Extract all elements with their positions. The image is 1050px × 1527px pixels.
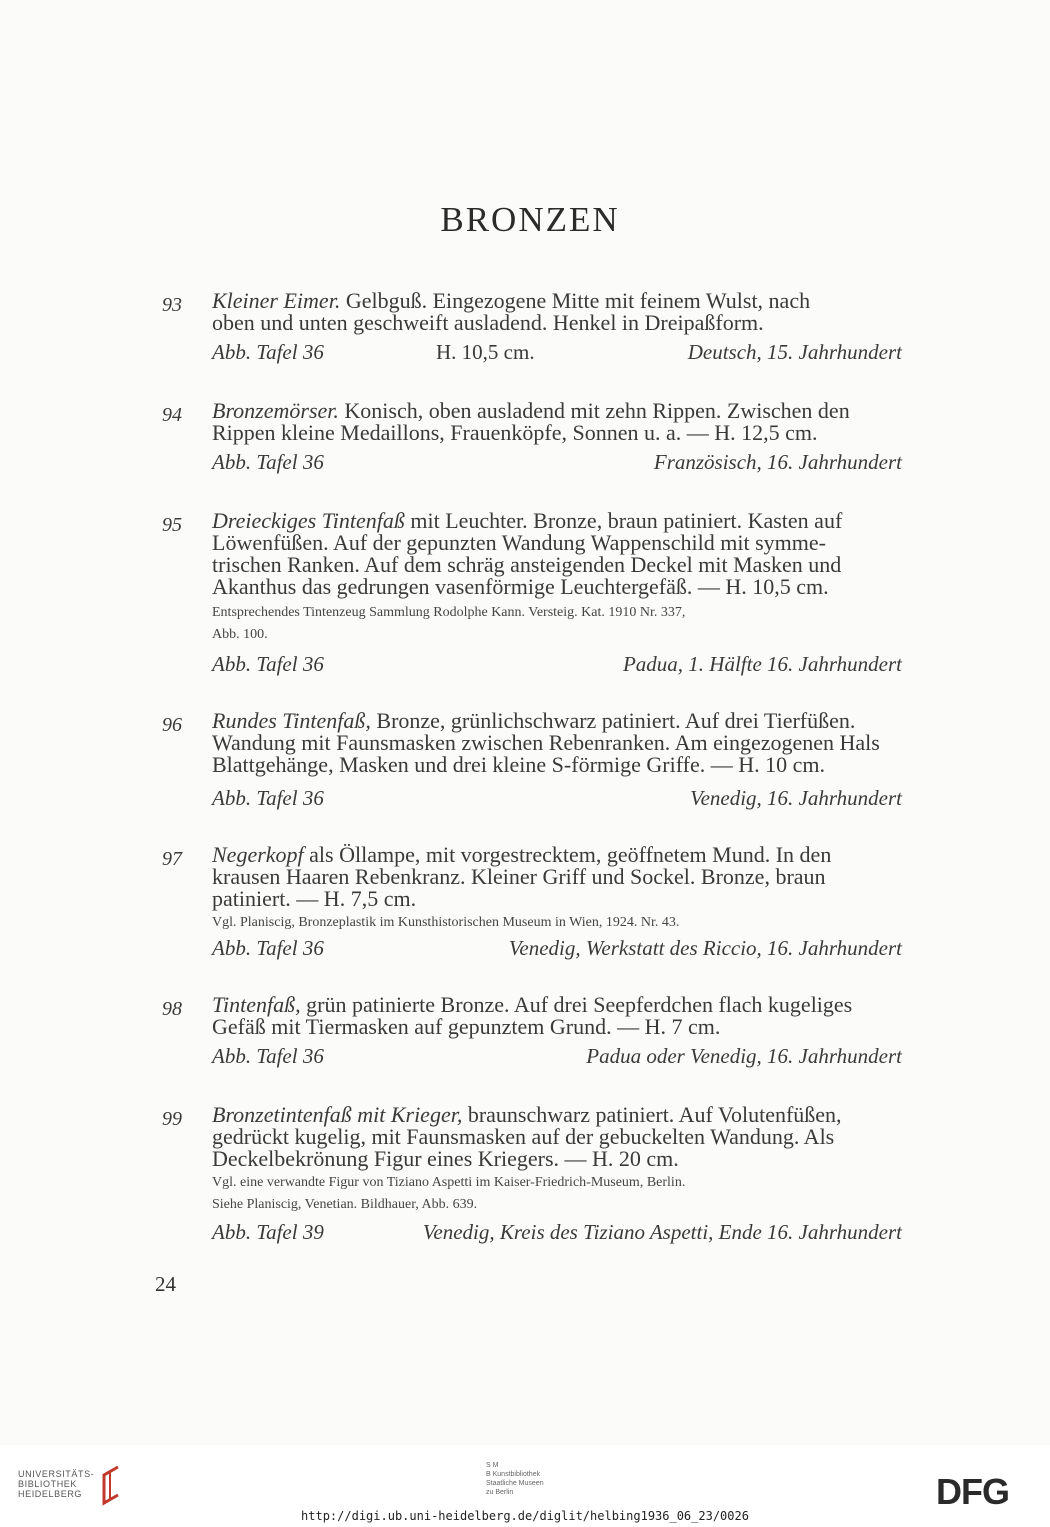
- entry-origin: Padua, 1. Hälfte 16. Jahrhundert: [622, 652, 902, 676]
- source-url[interactable]: http://digi.ub.uni-heidelberg.de/diglit/helbing1936_06_23/0026: [301, 1509, 749, 1523]
- entry-number: 94: [162, 404, 182, 426]
- library-name: UNIVERSITÄTS- BIBLIOTHEK HEIDELBERG: [18, 1469, 95, 1499]
- page-number: 24: [155, 1272, 176, 1296]
- museum-credit: S M B Kunstbibliothek Staatliche Museen zu Berlin: [486, 1462, 544, 1496]
- entry-name: Negerkopf: [212, 842, 304, 867]
- entry-footer: [212, 450, 902, 476]
- entry-origin: Venedig, Kreis des Tiziano Aspetti, Ende 16. Jahrhundert: [422, 1220, 902, 1244]
- entry-text: Tintenfaß, grün patinierte Bronze. Auf drei Seepferdchen flach kugeliges Gefäß mit Tiermasken auf gepunztem Grund. — H. 7 cm.: [212, 992, 853, 1039]
- entry-footer: [212, 1044, 902, 1070]
- entry-footer: [212, 340, 902, 366]
- entry-name: Bronzemörser.: [212, 398, 339, 423]
- entry-origin: Padua oder Venedig, 16. Jahrhundert: [586, 1044, 902, 1068]
- entry-note: Vgl. Planiscig, Bronzeplastik im Kunsthistorischen Museum in Wien, 1924. Nr. 43.: [212, 915, 680, 930]
- plate-reference: Abb. Tafel 36: [212, 786, 324, 810]
- plate-reference: Abb. Tafel 36: [212, 340, 324, 364]
- entry-name: Bronzetintenfaß mit Krieger,: [212, 1102, 463, 1127]
- library-logo-icon: [96, 1465, 126, 1507]
- entry-note: Vgl. eine verwandte Figur von Tiziano Aspetti im Kaiser-Friedrich-Museum, Berlin. Siehe Planiscig, Venetian. Bildhauer, Abb. 639.: [212, 1175, 686, 1212]
- entry-text: Rundes Tintenfaß, Bronze, grünlichschwarz patiniert. Auf drei Tierfüßen. Wandung mit Faunsmasken zwischen Rebenranken. Am eingezogenen Hals Blattgehänge, Masken und drei kleine S-förmige Griffe. — H. 10 cm.: [212, 708, 880, 777]
- entry-footer: [212, 1220, 902, 1246]
- page-title: BRONZEN: [440, 200, 620, 239]
- plate-reference: Abb. Tafel 36: [212, 652, 324, 676]
- entry-text: Bronzetintenfaß mit Krieger, braunschwarz patiniert. Auf Volutenfüßen, gedrückt kugelig, mit Faunsmasken auf der gebuckelten Wandung. Als Deckelbekrönung Figur eines Kriegers. — H. 20 cm.: [212, 1102, 842, 1171]
- entry-origin: Französisch, 16. Jahrhundert: [653, 450, 902, 474]
- entry-origin: Venedig, 16. Jahrhundert: [690, 786, 902, 810]
- entry-origin: Venedig, Werkstatt des Riccio, 16. Jahrhundert: [508, 936, 902, 960]
- entry-number: 97: [162, 848, 182, 870]
- entry-text: Kleiner Eimer. Gelbguß. Eingezogene Mitte mit feinem Wulst, nach oben und unten geschweift ausladend. Henkel in Dreipaßform.: [212, 288, 811, 335]
- entry-footer: [212, 786, 902, 812]
- entry-name: Dreieckiges Tintenfaß: [212, 508, 405, 533]
- entry-text: Negerkopf als Öllampe, mit vorgestrecktem, geöffnetem Mund. In den krausen Haaren Rebenkranz. Kleiner Griff und Sockel. Bronze, braun patiniert. — H. 7,5 cm.: [212, 842, 832, 911]
- dfg-logo: DFG: [936, 1471, 1009, 1512]
- entry-height: H. 10,5 cm.: [436, 340, 535, 364]
- entry-text: Dreieckiges Tintenfaß mit Leuchter. Bronze, braun patiniert. Kasten auf Löwenfüßen. Auf der gepunzten Wandung Wappenschild mit symme- trischen Ranken. Auf dem schräg ansteigenden Deckel mit Masken und Akanthus das gedrungen vasenförmige Leuchtergefäß. — H. 10,5 cm.: [212, 508, 843, 599]
- entry-origin: Deutsch, 15. Jahrhundert: [687, 340, 902, 364]
- entry-number: 96: [162, 714, 182, 736]
- entry-number: 95: [162, 514, 182, 536]
- entry-footer: [212, 652, 902, 678]
- plate-reference: Abb. Tafel 36: [212, 450, 324, 474]
- digitization-footer: [0, 1445, 1050, 1527]
- entry-note: Entsprechendes Tintenzeug Sammlung Rodolphe Kann. Versteig. Kat. 1910 Nr. 337, Abb. 100.: [212, 605, 686, 642]
- entry-number: 93: [162, 294, 182, 316]
- entry-footer: [212, 936, 902, 962]
- entry-name: Kleiner Eimer.: [212, 288, 341, 313]
- entry-number: 98: [162, 998, 182, 1020]
- plate-reference: Abb. Tafel 39: [212, 1220, 324, 1244]
- entry-name: Tintenfaß,: [212, 992, 301, 1017]
- entry-text: Bronzemörser. Konisch, oben ausladend mit zehn Rippen. Zwischen den Rippen kleine Medaillons, Frauenköpfe, Sonnen u. a. — H. 12,5 cm.: [212, 398, 850, 445]
- plate-reference: Abb. Tafel 36: [212, 936, 324, 960]
- plate-reference: Abb. Tafel 36: [212, 1044, 324, 1068]
- entry-number: 99: [162, 1108, 182, 1130]
- entry-name: Rundes Tintenfaß,: [212, 708, 371, 733]
